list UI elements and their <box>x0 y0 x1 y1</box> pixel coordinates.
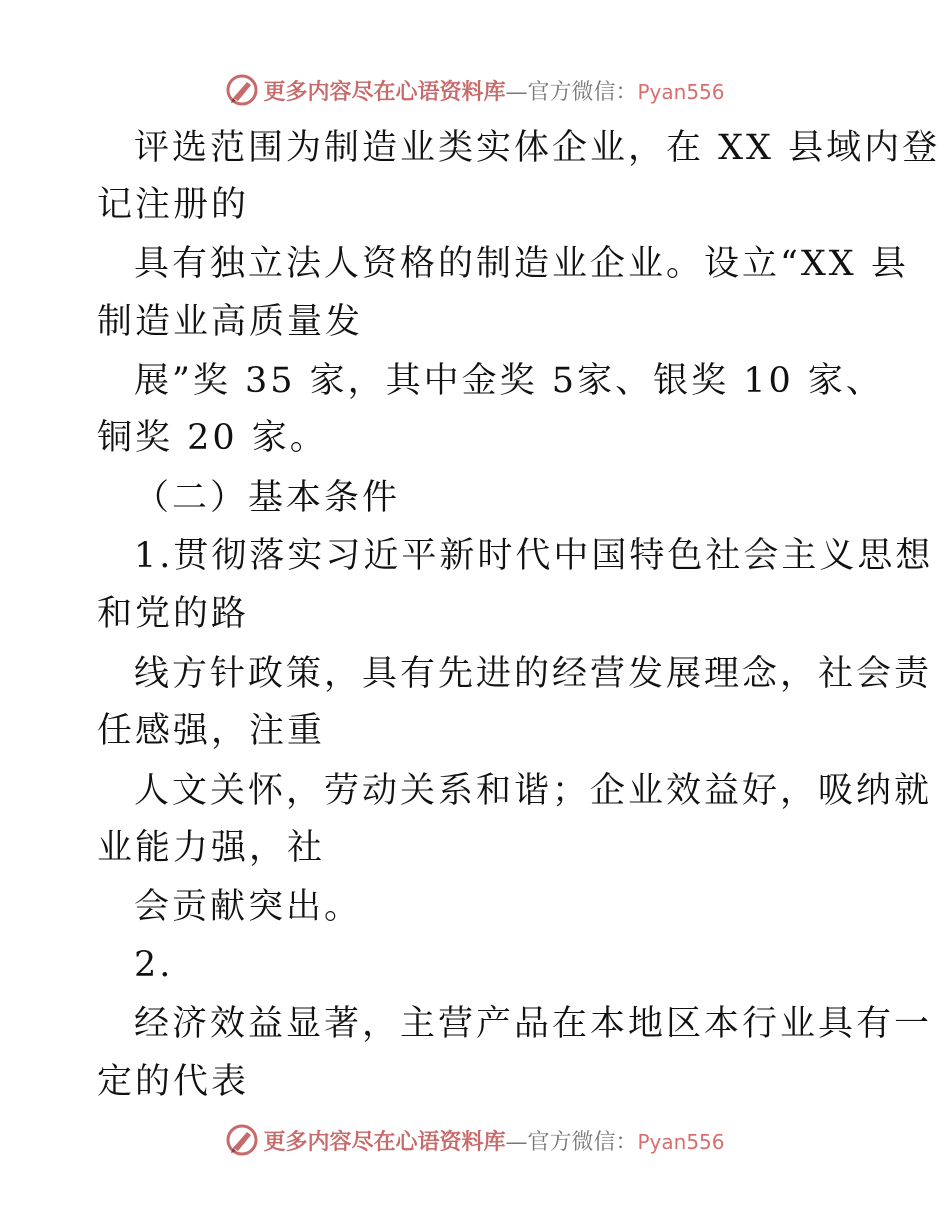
watermark-wechat-id: Pyan556 <box>637 79 725 104</box>
text-line: 定的代表 <box>97 1062 250 1102</box>
text-line: 评选范围为制造业类实体企业，在 XX 县域内登 <box>134 128 941 168</box>
text-line: 经济效益显著，主营产品在本地区本行业具有一 <box>134 1004 933 1044</box>
watermark-wechat-id: Pyan556 <box>637 1129 725 1154</box>
text-line: 会贡献突出。 <box>134 887 363 927</box>
watermark-official-label: 官方微信： <box>527 79 638 105</box>
watermark-text <box>263 1125 724 1156</box>
footer-watermark <box>0 1120 950 1160</box>
watermark-main: 更多内容尽在心语资料库 <box>263 1128 506 1155</box>
text-line: 2. <box>134 945 174 985</box>
text-line: 业能力强，社 <box>97 828 326 868</box>
text-line: 铜奖 20 家。 <box>97 418 328 458</box>
text-line: 制造业高质量发 <box>97 302 364 342</box>
text-line: 1.贯彻落实习近平新时代中国特色社会主义思想 <box>134 536 934 576</box>
watermark-dash: — <box>505 1129 528 1155</box>
pen-logo-icon <box>225 1123 259 1157</box>
text-line: 和党的路 <box>97 594 250 634</box>
text-line: 记注册的 <box>97 185 250 225</box>
watermark-main: 更多内容尽在心语资料库 <box>263 78 506 105</box>
watermark-dash: — <box>505 79 528 105</box>
text-line: 展”奖 35 家，其中金奖 5家、银奖 10 家、 <box>134 361 884 401</box>
text-line: 线方针政策，具有先进的经营发展理念，社会责 <box>134 654 933 694</box>
text-line: 任感强，注重 <box>97 711 326 751</box>
text-line: 具有独立法人资格的制造业企业。设立“XX 县 <box>134 244 909 284</box>
text-line: 人文关怀，劳动关系和谐；企业效益好，吸纳就 <box>134 771 933 811</box>
section-heading: （二）基本条件 <box>134 478 401 518</box>
watermark-official-label: 官方微信： <box>527 1129 638 1155</box>
